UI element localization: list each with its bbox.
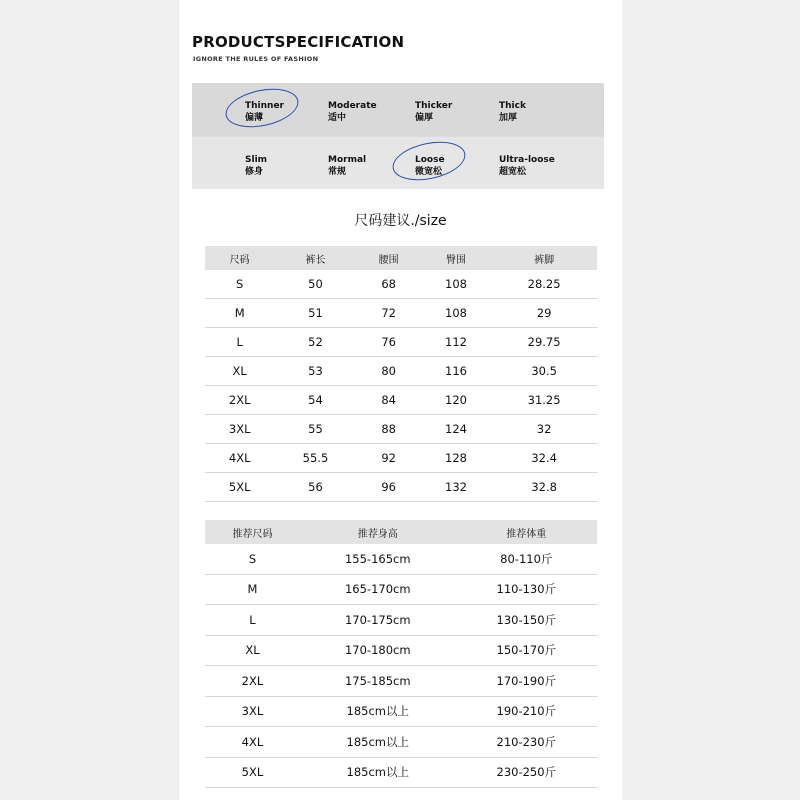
size-header-hem: 裤脚 — [491, 246, 597, 270]
table-cell: L — [205, 605, 300, 636]
table-cell: 55 — [274, 415, 356, 444]
table-cell: 32 — [491, 415, 597, 444]
table-cell: 2XL — [205, 386, 274, 415]
table-cell: 68 — [357, 270, 421, 299]
table-row — [205, 444, 597, 473]
table-row — [205, 357, 597, 386]
table-row — [205, 635, 597, 666]
recommend-table-header — [205, 520, 597, 544]
table-cell: 80 — [357, 357, 421, 386]
table-cell: 112 — [421, 328, 491, 357]
table-row — [205, 415, 597, 444]
table-cell: 120 — [421, 386, 491, 415]
size-table — [205, 246, 597, 502]
table-cell: 132 — [421, 473, 491, 502]
table-cell: 108 — [421, 299, 491, 328]
thinner-selection-circle — [222, 83, 302, 134]
fit-option-loose: Loose 微宽松 — [415, 155, 445, 177]
table-cell: 29 — [491, 299, 597, 328]
recommend-header-height: 推荐身高 — [300, 520, 456, 544]
table-cell: 165-170cm — [300, 574, 456, 605]
table-cell: 185cm以上 — [300, 696, 456, 727]
recommend-header-weight: 推荐体重 — [456, 520, 597, 544]
table-cell: 155-165cm — [300, 544, 456, 574]
table-cell: 3XL — [205, 415, 274, 444]
table-row — [205, 757, 597, 788]
spec-page — [179, 0, 622, 800]
table-cell: 30.5 — [491, 357, 597, 386]
size-header-size: 尺码 — [205, 246, 274, 270]
size-table-header — [205, 246, 597, 270]
table-cell: L — [205, 328, 274, 357]
table-cell: 4XL — [205, 444, 274, 473]
table-cell: M — [205, 299, 274, 328]
spec-panel — [192, 83, 604, 189]
size-section-title: 尺码建议./size — [354, 213, 447, 229]
table-cell: 54 — [274, 386, 356, 415]
table-cell: 175-185cm — [300, 666, 456, 697]
table-row — [205, 727, 597, 758]
table-cell: 84 — [357, 386, 421, 415]
table-cell: 130-150斤 — [456, 605, 597, 636]
table-cell: 116 — [421, 357, 491, 386]
table-row — [205, 666, 597, 697]
table-cell: 56 — [274, 473, 356, 502]
table-cell: 128 — [421, 444, 491, 473]
thickness-option-moderate: Moderate 适中 — [328, 101, 377, 123]
table-cell: 190-210斤 — [456, 696, 597, 727]
table-row — [205, 270, 597, 299]
loose-selection-circle — [389, 136, 469, 187]
thickness-option-thick: Thick 加厚 — [499, 101, 526, 123]
table-cell: 5XL — [205, 757, 300, 788]
thickness-option-thinner: Thinner 偏薄 — [245, 101, 284, 123]
recommend-table — [205, 520, 597, 788]
table-cell: 210-230斤 — [456, 727, 597, 758]
size-header-hip: 臀围 — [421, 246, 491, 270]
table-cell: 72 — [357, 299, 421, 328]
table-cell: 52 — [274, 328, 356, 357]
table-cell: 185cm以上 — [300, 757, 456, 788]
table-cell: 32.4 — [491, 444, 597, 473]
table-cell: 96 — [357, 473, 421, 502]
table-row — [205, 328, 597, 357]
table-cell: 170-190斤 — [456, 666, 597, 697]
table-cell: XL — [205, 357, 274, 386]
table-cell: 185cm以上 — [300, 727, 456, 758]
table-cell: S — [205, 544, 300, 574]
table-row — [205, 605, 597, 636]
table-cell: 92 — [357, 444, 421, 473]
table-cell: 32.8 — [491, 473, 597, 502]
table-cell: 80-110斤 — [456, 544, 597, 574]
recommend-header-size: 推荐尺码 — [205, 520, 300, 544]
table-cell: 4XL — [205, 727, 300, 758]
table-row — [205, 544, 597, 574]
table-cell: 170-180cm — [300, 635, 456, 666]
page-title: PRODUCTSPECIFICATION — [192, 33, 405, 51]
table-cell: 76 — [357, 328, 421, 357]
size-header-length: 裤长 — [274, 246, 356, 270]
table-cell: 150-170斤 — [456, 635, 597, 666]
fit-option-mormal: Mormal 常规 — [328, 155, 367, 177]
table-row — [205, 574, 597, 605]
thickness-row — [192, 83, 604, 135]
fit-option-slim: Slim 修身 — [245, 155, 268, 177]
table-cell: 108 — [421, 270, 491, 299]
table-cell: 5XL — [205, 473, 274, 502]
size-header-waist: 腰围 — [357, 246, 421, 270]
table-cell: 53 — [274, 357, 356, 386]
table-row — [205, 473, 597, 502]
page-subtitle: IGNORE THE RULES OF FASHION — [193, 55, 319, 63]
table-cell: 230-250斤 — [456, 757, 597, 788]
table-cell: XL — [205, 635, 300, 666]
table-row — [205, 696, 597, 727]
fit-row — [192, 137, 604, 189]
thickness-option-thicker: Thicker 偏厚 — [415, 101, 453, 123]
table-row — [205, 386, 597, 415]
fit-option-ultra-loose: Ultra-loose 超宽松 — [499, 155, 555, 177]
table-cell: 31.25 — [491, 386, 597, 415]
table-cell: 55.5 — [274, 444, 356, 473]
table-cell: 28.25 — [491, 270, 597, 299]
table-cell: 88 — [357, 415, 421, 444]
table-cell: 50 — [274, 270, 356, 299]
table-row — [205, 299, 597, 328]
table-cell: 170-175cm — [300, 605, 456, 636]
table-cell: 29.75 — [491, 328, 597, 357]
table-cell: M — [205, 574, 300, 605]
table-cell: 51 — [274, 299, 356, 328]
table-cell: S — [205, 270, 274, 299]
table-cell: 3XL — [205, 696, 300, 727]
table-cell: 124 — [421, 415, 491, 444]
table-cell: 110-130斤 — [456, 574, 597, 605]
table-cell: 2XL — [205, 666, 300, 697]
